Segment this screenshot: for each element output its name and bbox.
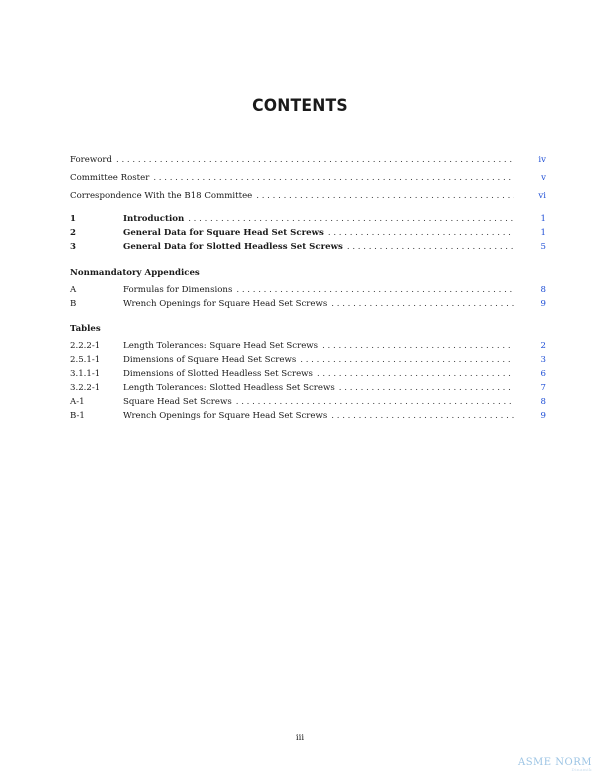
toc-page-link[interactable]: 5 xyxy=(540,242,546,252)
leader-dots xyxy=(300,353,514,367)
toc-entry-label: Introduction xyxy=(123,214,185,224)
toc-page-link[interactable]: 9 xyxy=(540,299,546,309)
leader-dots xyxy=(328,226,514,240)
toc-entry-section-2[interactable] xyxy=(70,226,546,240)
page-title: CONTENTS xyxy=(252,96,348,116)
leader-dots xyxy=(153,171,514,185)
leader-dots xyxy=(116,153,514,167)
leader-dots xyxy=(256,189,514,203)
toc-entry-correspondence[interactable] xyxy=(70,189,546,203)
toc-entry-number: A-1 xyxy=(70,397,85,407)
toc-page-link[interactable]: 1 xyxy=(540,214,546,224)
toc-page-link[interactable]: 6 xyxy=(540,369,546,379)
toc-entry-section-1[interactable] xyxy=(70,212,546,226)
toc-page-link[interactable]: iv xyxy=(538,155,546,165)
front-matter-list xyxy=(70,153,546,203)
leader-dots xyxy=(347,240,514,254)
toc-entry-number: 2 xyxy=(70,228,76,238)
toc-entry-table[interactable] xyxy=(70,395,546,409)
toc-entry-label: General Data for Slotted Headless Set Screws xyxy=(123,242,343,252)
leader-dots xyxy=(331,297,514,311)
toc-entry-number: B xyxy=(70,299,77,309)
toc-entry-label: Foreword xyxy=(70,155,112,165)
toc-page-link[interactable]: vi xyxy=(538,191,546,201)
leader-dots xyxy=(339,381,514,395)
leader-dots xyxy=(236,283,514,297)
sections-list xyxy=(70,212,546,254)
toc-entry-number: 2.5.1-1 xyxy=(70,355,101,365)
toc-entry-foreword[interactable] xyxy=(70,153,546,167)
toc-entry-label: Length Tolerances: Square Head Set Screws xyxy=(123,341,319,351)
watermark-subtext: Dinamik xyxy=(571,767,592,772)
toc-entry-label: Square Head Set Screws xyxy=(123,397,232,407)
toc-page-link[interactable]: 9 xyxy=(540,411,546,421)
toc-page-link[interactable]: 3 xyxy=(540,355,546,365)
leader-dots xyxy=(317,367,514,381)
toc-entry-committee-roster[interactable] xyxy=(70,171,546,185)
toc-page-link[interactable]: 7 xyxy=(540,383,546,393)
toc-entry-table[interactable] xyxy=(70,409,546,423)
toc-page-link[interactable]: v xyxy=(541,173,546,183)
toc-entry-label: General Data for Square Head Set Screws xyxy=(123,228,324,238)
toc-entry-number: 2.2.2-1 xyxy=(70,341,101,351)
toc-entry-table[interactable] xyxy=(70,339,546,353)
tables-heading: Tables xyxy=(70,324,101,334)
toc-entry-label: Formulas for Dimensions xyxy=(123,285,233,295)
toc-entry-number: 3 xyxy=(70,242,76,252)
toc-page-link[interactable]: 2 xyxy=(540,341,546,351)
toc-entry-label: Wrench Openings for Square Head Set Screws xyxy=(123,411,328,421)
toc-entry-label: Dimensions of Square Head Set Screws xyxy=(123,355,297,365)
toc-entry-label: Dimensions of Slotted Headless Set Screws xyxy=(123,369,313,379)
toc-entry-table[interactable] xyxy=(70,367,546,381)
toc-entry-label: Committee Roster xyxy=(70,173,150,183)
watermark-text: ASME NORM xyxy=(517,757,592,768)
toc-entry-number: 3.2.2-1 xyxy=(70,383,101,393)
toc-entry-label: Wrench Openings for Square Head Set Screws xyxy=(123,299,328,309)
toc-entry-table[interactable] xyxy=(70,381,546,395)
appendices-list xyxy=(70,283,546,311)
toc-entry-number: A xyxy=(70,285,77,295)
leader-dots xyxy=(188,212,514,226)
toc-entry-table[interactable] xyxy=(70,353,546,367)
leader-dots xyxy=(322,339,514,353)
toc-page-link[interactable]: 8 xyxy=(540,285,546,295)
toc-entry-label: Correspondence With the B18 Committee xyxy=(70,191,253,201)
toc-entry-appendix-b[interactable] xyxy=(70,297,546,311)
leader-dots xyxy=(331,409,514,423)
toc-entry-label: Length Tolerances: Slotted Headless Set Screws xyxy=(123,383,335,393)
toc-entry-number: B-1 xyxy=(70,411,85,421)
watermark-logo xyxy=(518,757,592,772)
leader-dots xyxy=(236,395,514,409)
toc-entry-number: 1 xyxy=(70,214,76,224)
toc-page-link[interactable]: 1 xyxy=(540,228,546,238)
toc-entry-section-3[interactable] xyxy=(70,240,546,254)
tables-list xyxy=(70,339,546,423)
page-number: iii xyxy=(295,733,305,743)
toc-entry-number: 3.1.1-1 xyxy=(70,369,101,379)
toc-page-link[interactable]: 8 xyxy=(540,397,546,407)
appendices-heading: Nonmandatory Appendices xyxy=(70,268,200,278)
toc-entry-appendix-a[interactable] xyxy=(70,283,546,297)
